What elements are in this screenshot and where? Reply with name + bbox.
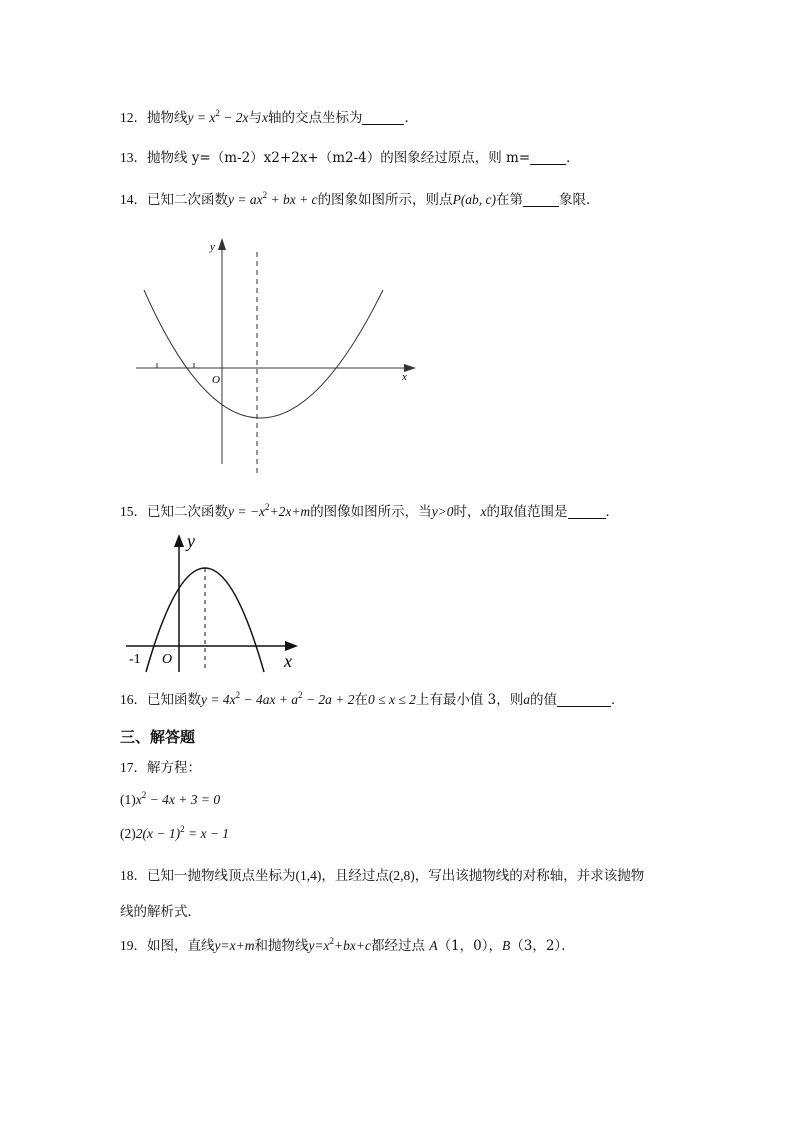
question-18	[120, 866, 644, 886]
math-expr: y=x	[308, 938, 330, 953]
question-text: ．	[561, 938, 575, 954]
answer-blank[interactable]	[557, 692, 611, 707]
question-text: ，写出该抛物线的对称轴，并求该抛物	[414, 868, 645, 884]
x-axis-arrow	[285, 641, 298, 651]
question-18-line-2	[120, 902, 201, 922]
math-expr: y = ax	[228, 192, 263, 207]
question-17-part-1	[120, 790, 220, 810]
math-expr: 0 ≤ x ≤ 2	[368, 692, 416, 707]
figure-14-parabola-graph	[130, 232, 430, 477]
question-15	[120, 502, 619, 522]
math-expr: 2(x − 1)	[135, 826, 181, 841]
math-exponent: 2	[264, 502, 270, 512]
math-expr: （3，2）	[510, 938, 562, 954]
question-16	[120, 690, 625, 710]
question-number: 18．	[120, 868, 147, 883]
question-text: 抛物线	[147, 110, 188, 126]
math-expr: (2,8)	[388, 868, 415, 883]
question-text: 轴的交点坐标为	[267, 110, 363, 126]
question-number: 17．	[120, 760, 147, 775]
math-exponent: 2	[215, 108, 220, 118]
math-exponent: 2	[180, 824, 185, 834]
question-text: ．	[566, 150, 580, 166]
question-text: ．	[404, 110, 418, 126]
question-text: 已知一抛物线顶点坐标为	[147, 868, 296, 884]
math-var: P	[452, 192, 461, 207]
question-text: 上有最小值 3，则	[415, 692, 524, 708]
part-label: (2)	[120, 826, 136, 841]
question-text: 已知二次函数	[147, 504, 228, 520]
question-text: 与	[248, 110, 262, 126]
section-title: 三、解答题	[120, 728, 196, 746]
math-var: B	[502, 938, 511, 953]
math-expr: − 2x	[219, 110, 249, 125]
math-expr: − 2a + 2	[302, 692, 355, 707]
question-text: 线的解析式．	[120, 904, 201, 920]
question-14	[120, 190, 600, 210]
question-number: 16．	[120, 692, 147, 707]
question-text: 的图象如图所示，则点	[317, 192, 453, 208]
question-text: 象限．	[559, 192, 600, 208]
question-text: 如图，直线	[147, 938, 215, 954]
question-19	[120, 936, 575, 956]
math-exponent: 2	[141, 790, 147, 800]
question-number: 12．	[120, 110, 147, 125]
question-number: 15．	[120, 504, 147, 519]
math-expr: + bx + c	[267, 192, 318, 207]
question-text: 在	[354, 692, 369, 708]
math-expr: y=x+m	[214, 938, 255, 953]
math-expr: = x	[193, 110, 216, 125]
figure-15-parabola-graph	[124, 530, 304, 675]
question-text: 已知二次函数	[147, 192, 228, 208]
answer-blank[interactable]	[568, 504, 606, 519]
math-expr: = x − 1	[184, 826, 230, 841]
math-expr: − 4x + 3 = 0	[146, 792, 221, 807]
y-axis-arrow	[174, 534, 184, 547]
math-expr: +bx+c	[334, 938, 372, 953]
math-exponent: 2	[329, 936, 335, 946]
question-text: ，	[488, 938, 502, 954]
math-expr: y = −x	[228, 504, 265, 519]
math-expr: y = 4x	[201, 692, 236, 707]
math-expr: x	[135, 792, 142, 807]
question-text: ．	[605, 504, 620, 520]
question-text: ．	[611, 692, 625, 708]
question-number: 13．	[120, 150, 147, 165]
answer-blank[interactable]	[530, 150, 566, 165]
math-exponent: 2	[262, 190, 268, 200]
math-exponent: 2	[298, 690, 303, 700]
question-text: 已知函数	[147, 692, 201, 708]
math-var: A	[429, 938, 438, 953]
answer-blank[interactable]	[362, 110, 404, 125]
y-axis-label: y	[187, 531, 195, 551]
question-text: 的取值范围是	[486, 504, 568, 520]
question-text: ，且经过点	[321, 868, 389, 884]
math-var: a	[523, 692, 530, 707]
math-expr: y>0	[431, 504, 454, 519]
question-number: 14．	[120, 192, 147, 207]
math-expr: +2x+m	[269, 504, 311, 519]
math-exponent: 2	[235, 690, 241, 700]
math-expr: (1,4)	[295, 868, 322, 883]
question-text: 抛物线 y=（m-2）x2+2x+（m2-4）的图象经过原点，则 m=	[147, 150, 531, 166]
part-label: (1)	[120, 792, 136, 807]
question-17-part-2	[120, 824, 229, 844]
y-axis-arrow	[218, 238, 226, 250]
question-text: 的值	[530, 692, 557, 708]
neg-one-label: -1	[129, 652, 141, 667]
origin-label: O	[212, 374, 220, 386]
math-expr: (ab, c)	[460, 192, 497, 207]
question-text: 解方程：	[147, 760, 201, 776]
math-expr: − 4ax + a	[240, 692, 299, 707]
question-text: 都经过点	[371, 938, 426, 954]
question-text: 时，	[453, 504, 481, 520]
x-axis-label: x	[402, 371, 407, 383]
math-var: x	[480, 504, 487, 519]
origin-label: O	[162, 652, 173, 667]
question-number: 19．	[120, 938, 147, 953]
question-13	[120, 148, 580, 168]
math-var: x	[261, 110, 268, 125]
math-expr: （1，0）	[437, 938, 489, 954]
question-text: 在第	[496, 192, 524, 208]
x-axis-label: x	[284, 651, 292, 671]
math-var: y	[187, 110, 194, 125]
question-12	[120, 108, 418, 128]
y-axis-label: y	[210, 241, 215, 253]
answer-blank[interactable]	[523, 192, 559, 207]
parabola-curve	[144, 290, 383, 418]
question-text: 和抛物线	[254, 938, 309, 954]
question-text: 的图像如图所示，当	[310, 504, 432, 520]
question-17	[120, 758, 201, 778]
